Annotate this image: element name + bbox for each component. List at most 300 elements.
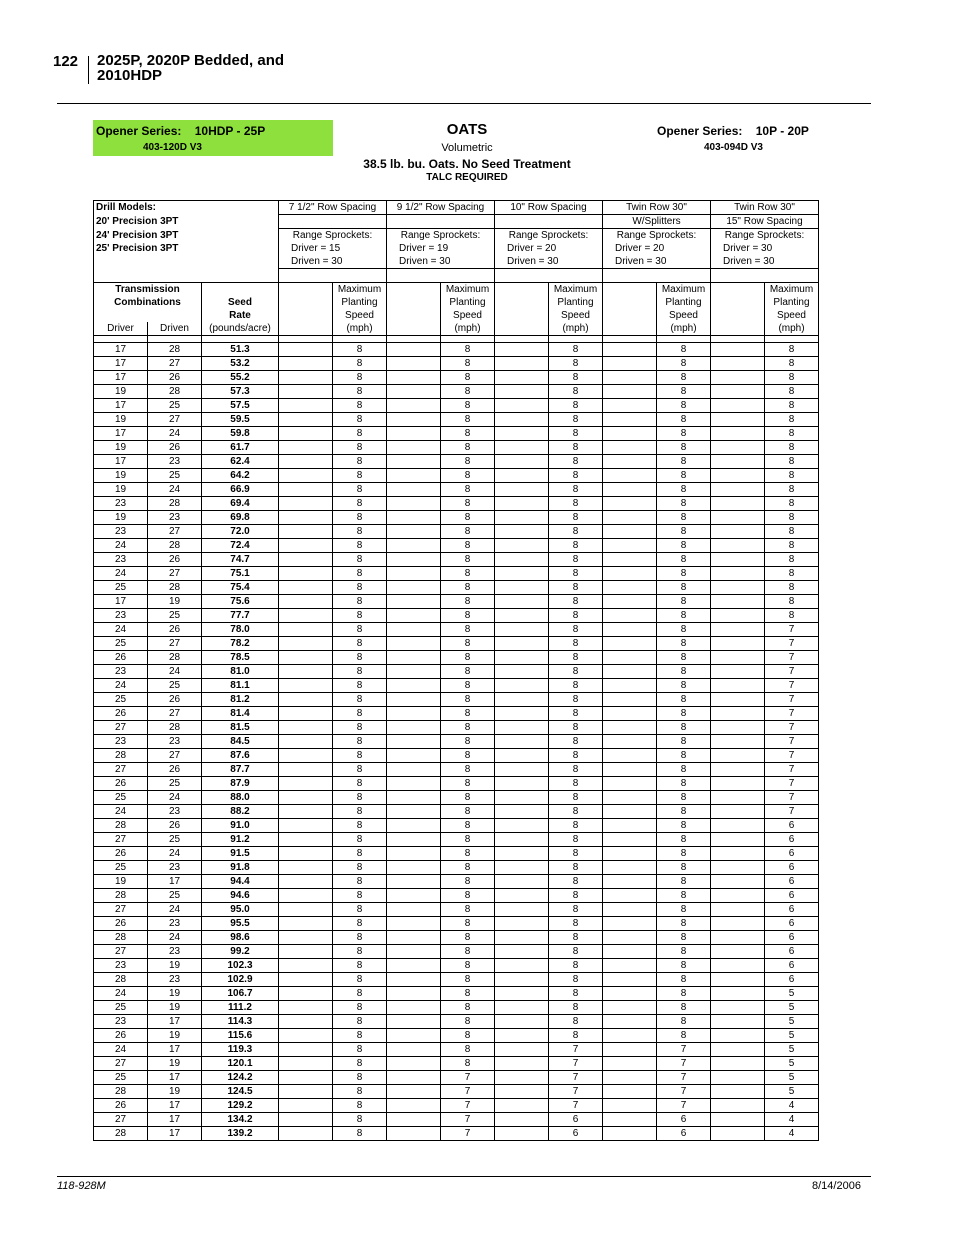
- empty-cell: [279, 679, 333, 693]
- empty-cell: [711, 763, 765, 777]
- empty-cell: [711, 707, 765, 721]
- seed-rate-cell: 111.2: [202, 1001, 279, 1015]
- table-row: [94, 693, 819, 707]
- driver-cell: 28: [94, 973, 148, 987]
- driver-cell: 26: [94, 917, 148, 931]
- seed-rate-cell: 74.7: [202, 553, 279, 567]
- empty-cell: [279, 777, 333, 791]
- table-row: [94, 847, 819, 861]
- max-speed-cell: 8: [333, 1029, 387, 1043]
- table-row: [94, 833, 819, 847]
- max-speed-cell: 8: [549, 469, 603, 483]
- empty-cell: [387, 413, 441, 427]
- driver-cell: 23: [94, 609, 148, 623]
- seed-rate-cell: 57.5: [202, 399, 279, 413]
- empty-cell: [387, 973, 441, 987]
- driven-cell: 27: [148, 637, 202, 651]
- empty-cell: [711, 973, 765, 987]
- max-speed-cell: 8: [657, 861, 711, 875]
- empty-cell: [279, 441, 333, 455]
- empty-cell: [603, 707, 657, 721]
- empty-cell: [603, 959, 657, 973]
- driver-cell: 23: [94, 525, 148, 539]
- empty-cell: [387, 1057, 441, 1071]
- max-speed-cell: 8: [333, 805, 387, 819]
- max-speed-cell: 8: [657, 343, 711, 357]
- empty-cell: [711, 875, 765, 889]
- table-row: [94, 497, 819, 511]
- max-speed-header: Maximum: [441, 283, 495, 297]
- max-speed-cell: 8: [441, 469, 495, 483]
- max-speed-cell: 8: [549, 651, 603, 665]
- spacer-cell: [495, 336, 549, 343]
- seed-rate-cell: 91.8: [202, 861, 279, 875]
- table-row: [94, 875, 819, 889]
- max-speed-cell: 8: [549, 791, 603, 805]
- driver-cell: 17: [94, 399, 148, 413]
- empty-cell: [495, 1057, 549, 1071]
- empty-cell: [387, 609, 441, 623]
- max-speed-header: Planting: [549, 296, 603, 309]
- driven-cell: 19: [148, 1085, 202, 1099]
- seed-rate-cell: 91.0: [202, 819, 279, 833]
- max-speed-cell: 7: [657, 1099, 711, 1113]
- seed-rate-cell: 75.6: [202, 595, 279, 609]
- max-speed-cell: 8: [657, 483, 711, 497]
- empty-cell: [603, 371, 657, 385]
- empty-cell: [711, 1057, 765, 1071]
- driver-cell: 19: [94, 511, 148, 525]
- max-speed-cell: 5: [765, 1043, 819, 1057]
- max-speed-cell: 8: [333, 791, 387, 805]
- empty-cell: [387, 385, 441, 399]
- empty-cell: [495, 553, 549, 567]
- empty-cell: [711, 903, 765, 917]
- table-row: [94, 595, 819, 609]
- driven-cell: 17: [148, 1099, 202, 1113]
- max-speed-cell: 6: [657, 1113, 711, 1127]
- max-speed-cell: 8: [441, 581, 495, 595]
- driven-cell: 28: [148, 581, 202, 595]
- empty-cell: [495, 413, 549, 427]
- empty-cell: [387, 511, 441, 525]
- max-speed-cell: 8: [657, 441, 711, 455]
- empty-cell: [603, 609, 657, 623]
- empty-cell: [495, 427, 549, 441]
- max-speed-cell: 8: [333, 665, 387, 679]
- empty-cell: [387, 595, 441, 609]
- max-speed-cell: 8: [657, 735, 711, 749]
- empty-cell: [495, 1071, 549, 1085]
- empty-cell: [495, 861, 549, 875]
- seed-rate-cell: 81.2: [202, 693, 279, 707]
- empty-cell: [711, 371, 765, 385]
- empty-cell: [387, 1099, 441, 1113]
- max-speed-cell: 8: [657, 665, 711, 679]
- empty-header-cell: [495, 283, 549, 297]
- max-speed-cell: 7: [549, 1057, 603, 1071]
- max-speed-cell: 8: [657, 399, 711, 413]
- table-row: [94, 609, 819, 623]
- max-speed-cell: 7: [441, 1071, 495, 1085]
- empty-cell: [495, 357, 549, 371]
- max-speed-cell: 8: [549, 903, 603, 917]
- max-speed-cell: 8: [441, 973, 495, 987]
- empty-cell: [603, 413, 657, 427]
- max-speed-cell: 8: [657, 609, 711, 623]
- empty-cell: [711, 469, 765, 483]
- seed-rate-cell: 124.5: [202, 1085, 279, 1099]
- max-speed-cell: 8: [657, 749, 711, 763]
- driver-cell: 26: [94, 651, 148, 665]
- empty-cell: [495, 1127, 549, 1141]
- max-speed-cell: 8: [441, 917, 495, 931]
- empty-cell: [387, 1029, 441, 1043]
- max-speed-cell: 4: [765, 1113, 819, 1127]
- driven-cell: 17: [148, 875, 202, 889]
- max-speed-cell: 8: [549, 553, 603, 567]
- max-speed-cell: 8: [549, 707, 603, 721]
- empty-cell: [495, 875, 549, 889]
- table-row: [94, 1099, 819, 1113]
- table-row: [94, 1043, 819, 1057]
- empty-header-cell: [603, 309, 657, 322]
- max-speed-cell: 8: [333, 1099, 387, 1113]
- max-speed-cell: 8: [333, 441, 387, 455]
- max-speed-cell: 8: [549, 483, 603, 497]
- empty-cell: [279, 1127, 333, 1141]
- max-speed-cell: 8: [657, 791, 711, 805]
- max-speed-cell: 8: [333, 1071, 387, 1085]
- empty-cell: [495, 1085, 549, 1099]
- empty-cell: [387, 427, 441, 441]
- driver-cell: 26: [94, 1029, 148, 1043]
- driven-cell: 28: [148, 343, 202, 357]
- empty-header-cell: [711, 309, 765, 322]
- seed-rate-cell: 87.7: [202, 763, 279, 777]
- empty-cell: [387, 581, 441, 595]
- max-speed-cell: 8: [657, 413, 711, 427]
- max-speed-cell: 8: [333, 693, 387, 707]
- driven-cell: 25: [148, 609, 202, 623]
- max-speed-cell: 8: [549, 455, 603, 469]
- empty-cell: [603, 1029, 657, 1043]
- max-speed-cell: 8: [657, 525, 711, 539]
- empty-cell: [495, 847, 549, 861]
- max-speed-cell: 8: [549, 931, 603, 945]
- max-speed-cell: 8: [441, 945, 495, 959]
- empty-cell: [603, 987, 657, 1001]
- table-row: [94, 553, 819, 567]
- empty-cell: [711, 595, 765, 609]
- empty-cell: [279, 889, 333, 903]
- max-speed-cell: 7: [657, 1085, 711, 1099]
- seed-rate-cell: 78.0: [202, 623, 279, 637]
- page-title-line1: 2025P, 2020P Bedded, and: [97, 52, 285, 69]
- driver-cell: 27: [94, 833, 148, 847]
- empty-cell: [711, 847, 765, 861]
- empty-header-cell: [711, 296, 765, 309]
- empty-cell: [495, 889, 549, 903]
- seed-rate-cell: 119.3: [202, 1043, 279, 1057]
- empty-cell: [711, 931, 765, 945]
- empty-cell: [711, 1001, 765, 1015]
- empty-cell: [603, 721, 657, 735]
- empty-cell: [279, 455, 333, 469]
- left-opener-code: 403-120D V3: [143, 142, 202, 153]
- empty-cell: [495, 721, 549, 735]
- driven-cell: 19: [148, 1001, 202, 1015]
- max-speed-cell: 8: [549, 763, 603, 777]
- max-speed-cell: 8: [441, 371, 495, 385]
- empty-cell: [495, 441, 549, 455]
- max-speed-cell: 8: [549, 427, 603, 441]
- empty-cell: [387, 693, 441, 707]
- driver-cell: 24: [94, 623, 148, 637]
- max-speed-header: Speed: [657, 309, 711, 322]
- drill-model-cell: 20' Precision 3PT: [94, 215, 279, 229]
- empty-cell: [279, 749, 333, 763]
- empty-cell: [711, 777, 765, 791]
- max-speed-cell: 8: [333, 497, 387, 511]
- max-speed-cell: 8: [549, 679, 603, 693]
- max-speed-cell: 8: [333, 1001, 387, 1015]
- max-speed-cell: 8: [549, 847, 603, 861]
- max-speed-cell: 8: [441, 735, 495, 749]
- driven-cell: 23: [148, 511, 202, 525]
- driven-cell: 24: [148, 931, 202, 945]
- max-speed-cell: 8: [333, 973, 387, 987]
- spacer-cell: [202, 336, 279, 343]
- table-row: [94, 791, 819, 805]
- driven-cell: 19: [148, 959, 202, 973]
- empty-header-cell: [603, 296, 657, 309]
- max-speed-cell: 7: [549, 1099, 603, 1113]
- max-speed-cell: 8: [441, 567, 495, 581]
- crop-note: TALC REQUIRED: [426, 172, 508, 183]
- driven-cell: 27: [148, 525, 202, 539]
- seed-rate-cell: 139.2: [202, 1127, 279, 1141]
- empty-cell: [279, 1029, 333, 1043]
- empty-cell: [495, 1113, 549, 1127]
- max-speed-cell: 8: [441, 791, 495, 805]
- empty-cell: [387, 875, 441, 889]
- max-speed-cell: 8: [333, 455, 387, 469]
- max-speed-cell: 7: [441, 1099, 495, 1113]
- driven-cell: 17: [148, 1043, 202, 1057]
- empty-cell: [603, 861, 657, 875]
- max-speed-cell: 8: [333, 707, 387, 721]
- driven-cell: 27: [148, 357, 202, 371]
- spacing-header-cell: W/Splitters: [603, 215, 711, 229]
- spacing-header-cell: Driven = 30: [603, 255, 711, 269]
- page-title-line2: 2010HDP: [97, 67, 163, 84]
- max-speed-cell: 8: [333, 749, 387, 763]
- empty-cell: [279, 483, 333, 497]
- max-speed-cell: 8: [549, 861, 603, 875]
- seed-rate-cell: 81.4: [202, 707, 279, 721]
- empty-cell: [603, 553, 657, 567]
- driven-cell: 19: [148, 1029, 202, 1043]
- empty-cell: [711, 749, 765, 763]
- table-row: [94, 1071, 819, 1085]
- max-speed-cell: 8: [441, 889, 495, 903]
- max-speed-cell: 8: [765, 553, 819, 567]
- empty-cell: [711, 1085, 765, 1099]
- max-speed-cell: 8: [333, 651, 387, 665]
- driver-cell: 23: [94, 497, 148, 511]
- drill-model-cell: 24' Precision 3PT: [94, 229, 279, 243]
- empty-cell: [495, 539, 549, 553]
- empty-cell: [387, 469, 441, 483]
- empty-cell: [711, 1099, 765, 1113]
- header-row: [94, 229, 819, 243]
- max-speed-cell: 8: [441, 1001, 495, 1015]
- max-speed-cell: 8: [333, 1015, 387, 1029]
- max-speed-cell: 7: [765, 791, 819, 805]
- max-speed-cell: 8: [549, 357, 603, 371]
- empty-cell: [711, 441, 765, 455]
- empty-cell: [495, 595, 549, 609]
- empty-cell: [279, 1085, 333, 1099]
- max-speed-cell: 8: [333, 581, 387, 595]
- table-row: [94, 455, 819, 469]
- empty-cell: [711, 497, 765, 511]
- max-speed-cell: 8: [333, 1057, 387, 1071]
- empty-cell: [279, 693, 333, 707]
- max-speed-cell: 8: [765, 581, 819, 595]
- seed-rate-cell: 98.6: [202, 931, 279, 945]
- header-row: [94, 242, 819, 255]
- empty-cell: [495, 819, 549, 833]
- driven-cell: 28: [148, 539, 202, 553]
- max-speed-cell: 8: [657, 595, 711, 609]
- spacing-header-cell: 15" Row Spacing: [711, 215, 819, 229]
- empty-cell: [711, 637, 765, 651]
- spacer-cell: [603, 269, 711, 283]
- max-speed-cell: 7: [765, 749, 819, 763]
- max-speed-cell: 8: [657, 973, 711, 987]
- driven-cell: 26: [148, 763, 202, 777]
- max-speed-cell: 8: [657, 777, 711, 791]
- empty-cell: [711, 945, 765, 959]
- right-opener-label: Opener Series:: [657, 124, 743, 138]
- empty-cell: [495, 623, 549, 637]
- max-speed-cell: 8: [333, 371, 387, 385]
- empty-cell: [603, 511, 657, 525]
- empty-cell: [387, 525, 441, 539]
- max-speed-cell: 8: [441, 637, 495, 651]
- max-speed-cell: 8: [333, 987, 387, 1001]
- max-speed-cell: 6: [765, 819, 819, 833]
- empty-cell: [495, 763, 549, 777]
- spacer-cell: [441, 336, 495, 343]
- max-speed-cell: 8: [549, 875, 603, 889]
- max-speed-cell: 8: [549, 497, 603, 511]
- empty-cell: [495, 917, 549, 931]
- right-opener-series: [657, 124, 809, 138]
- table-row: [94, 623, 819, 637]
- max-speed-cell: 8: [549, 413, 603, 427]
- empty-cell: [603, 595, 657, 609]
- empty-cell: [495, 679, 549, 693]
- empty-cell: [387, 763, 441, 777]
- max-speed-cell: 8: [441, 861, 495, 875]
- max-speed-header: Planting: [441, 296, 495, 309]
- table-row: [94, 357, 819, 371]
- max-speed-cell: 8: [657, 819, 711, 833]
- column-header-cell: [202, 283, 279, 297]
- max-speed-cell: 8: [333, 819, 387, 833]
- empty-cell: [603, 791, 657, 805]
- max-speed-cell: 8: [549, 1029, 603, 1043]
- driver-cell: 28: [94, 1127, 148, 1141]
- empty-cell: [711, 679, 765, 693]
- empty-cell: [279, 1071, 333, 1085]
- seed-rate-cell: 66.9: [202, 483, 279, 497]
- table-row: [94, 651, 819, 665]
- seed-rate-cell: 81.1: [202, 679, 279, 693]
- max-speed-cell: 8: [549, 889, 603, 903]
- column-header-cell: Transmission: [94, 283, 202, 297]
- empty-cell: [279, 1043, 333, 1057]
- driven-cell: 23: [148, 861, 202, 875]
- driver-cell: 24: [94, 987, 148, 1001]
- max-speed-cell: 8: [657, 833, 711, 847]
- seed-rate-cell: 72.0: [202, 525, 279, 539]
- empty-cell: [711, 1015, 765, 1029]
- table-row: [94, 525, 819, 539]
- empty-cell: [603, 357, 657, 371]
- max-speed-header: Speed: [765, 309, 819, 322]
- table-row: [94, 721, 819, 735]
- seed-rate-cell: 55.2: [202, 371, 279, 385]
- empty-cell: [603, 749, 657, 763]
- table-row: [94, 959, 819, 973]
- max-speed-cell: 8: [333, 931, 387, 945]
- driven-cell: 24: [148, 483, 202, 497]
- empty-cell: [603, 385, 657, 399]
- spacing-header-cell: Driver = 19: [387, 242, 495, 255]
- max-speed-cell: 8: [333, 833, 387, 847]
- empty-header-cell: [279, 322, 333, 336]
- max-speed-cell: 8: [333, 945, 387, 959]
- empty-cell: [279, 539, 333, 553]
- empty-cell: [495, 385, 549, 399]
- max-speed-cell: 8: [657, 623, 711, 637]
- seed-rate-table: [93, 200, 819, 1141]
- empty-header-cell: [711, 283, 765, 297]
- empty-cell: [387, 1071, 441, 1085]
- column-header-cell: Seed: [202, 296, 279, 309]
- empty-cell: [495, 483, 549, 497]
- empty-header-cell: [603, 283, 657, 297]
- empty-cell: [495, 973, 549, 987]
- empty-cell: [279, 637, 333, 651]
- empty-cell: [711, 693, 765, 707]
- empty-cell: [279, 581, 333, 595]
- driver-cell: 17: [94, 371, 148, 385]
- seed-rate-cell: 61.7: [202, 441, 279, 455]
- table-row: [94, 413, 819, 427]
- max-speed-cell: 8: [657, 1029, 711, 1043]
- max-speed-header: (mph): [549, 322, 603, 336]
- max-speed-cell: 8: [549, 945, 603, 959]
- max-speed-header: Planting: [333, 296, 387, 309]
- empty-cell: [495, 399, 549, 413]
- max-speed-cell: 8: [441, 483, 495, 497]
- empty-cell: [603, 637, 657, 651]
